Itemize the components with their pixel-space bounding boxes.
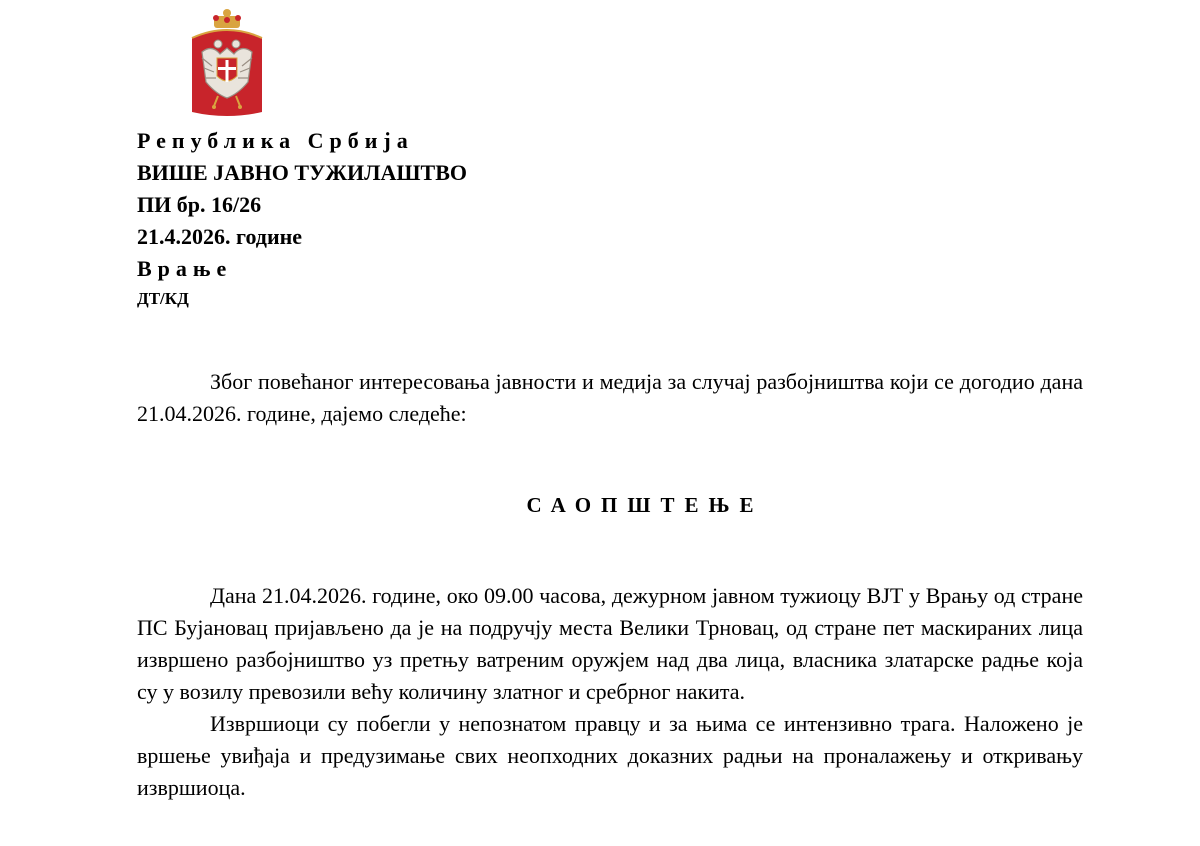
- republic-name: Република Србија: [137, 128, 414, 153]
- document-body: [137, 580, 1083, 804]
- office-name: ВИШЕ ЈАВНО ТУЖИЛАШТВО: [137, 160, 467, 185]
- body-paragraph-2: Извршиоци су побегли у непознатом правцу и за њима се интензивно трага. Наложено је вршење увиђаја и предузимање свих неопходних доказних радњи на проналажењу и откривању извршиоца.: [137, 711, 1083, 800]
- document-title: САОПШТЕЊЕ: [526, 493, 764, 517]
- intro-section: [137, 366, 1083, 430]
- author-initials: ДТ/КД: [137, 289, 189, 308]
- document-header: [137, 125, 467, 313]
- document-date: 21.4.2026. године: [137, 224, 303, 249]
- body-paragraph-1: Дана 21.04.2026. године, око 09.00 часова, дежурном јавном тужиоцу ВЈТ у Врању од стране ПС Бујановац пријављено да је на подручју места Велики Трновац, од стране пет маскираних лица извршено разбојништво уз претњу ватреним оружјем над два лица, власника златарске радње која су у возилу превозили већу количину златног и сребрног накита.: [137, 583, 1083, 704]
- case-number: ПИ бр. 16/26: [137, 192, 262, 217]
- intro-paragraph: Због повећаног интересовања јавности и медија за случај разбојништва који се догодио дана 21.04.2026. године, дајемо следеће:: [137, 369, 1083, 426]
- city-name: Врање: [137, 256, 233, 281]
- serbian-coat-of-arms-icon: [188, 8, 266, 120]
